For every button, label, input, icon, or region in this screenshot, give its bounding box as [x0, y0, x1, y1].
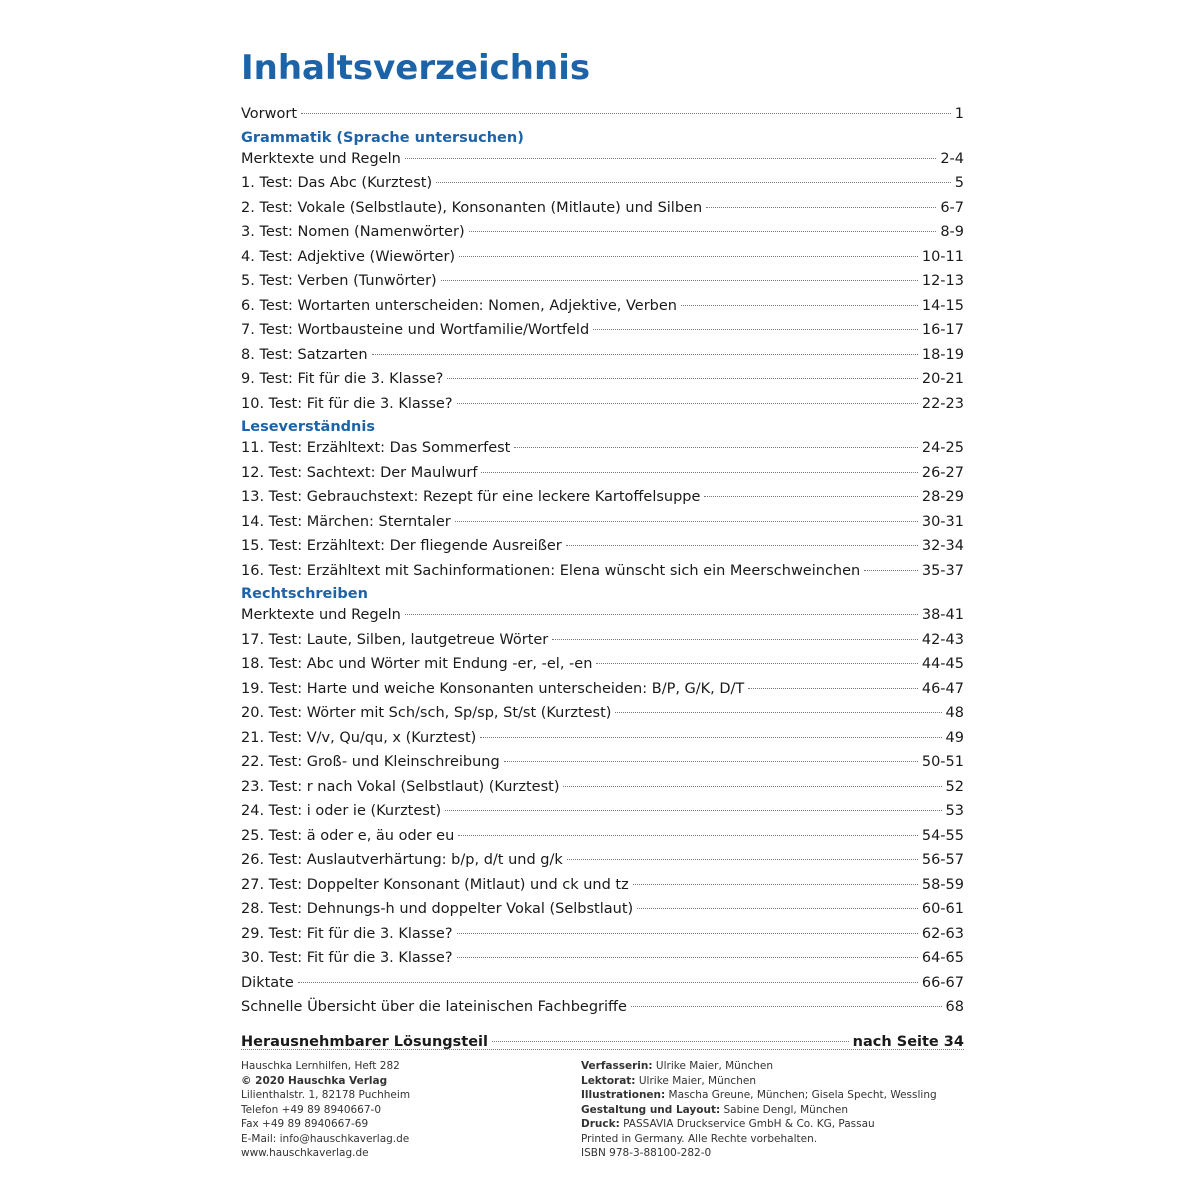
- toc-entry: [241, 436, 964, 461]
- leader-dots: [681, 305, 918, 306]
- leader-dots: [480, 737, 941, 738]
- imprint-credit-key: Gestaltung und Layout:: [581, 1103, 721, 1116]
- imprint-credit-value: PASSAVIA Druckservice GmbH & Co. KG, Passau: [619, 1118, 875, 1130]
- toc-entry-page: 49: [945, 729, 964, 746]
- toc-entry: [241, 245, 964, 270]
- leader-dots: [615, 712, 941, 713]
- toc-entry-page: nach Seite 34: [852, 1033, 964, 1050]
- imprint-credit-key: Lektorat:: [581, 1074, 636, 1087]
- leader-dots: [706, 207, 936, 208]
- leader-dots: [441, 280, 918, 281]
- leader-dots: [504, 761, 918, 762]
- toc-entry: [241, 102, 964, 127]
- imprint-credit-line: [581, 1103, 964, 1118]
- toc-entry-label: 6. Test: Wortarten unterscheiden: Nomen, Adjektive, Verben: [241, 297, 677, 314]
- toc-entry-page: 1: [954, 106, 964, 122]
- toc-entry: [241, 775, 964, 800]
- imprint: [241, 1049, 964, 1161]
- toc-entry-label: 22. Test: Groß- und Kleinschreibung: [241, 754, 500, 770]
- toc-entry-label: 30. Test: Fit für die 3. Klasse?: [241, 950, 453, 966]
- toc-entry-page: 26-27: [921, 464, 964, 481]
- leader-dots: [445, 810, 941, 811]
- toc-entry-label: 14. Test: Märchen: Sterntaler: [241, 513, 451, 530]
- toc-entry-page: 2-4: [940, 150, 964, 167]
- leader-dots: [566, 545, 918, 546]
- toc-entry: [241, 628, 964, 653]
- toc-entry-page: 35-37: [921, 562, 964, 579]
- toc-sections: [241, 129, 964, 1020]
- toc-entry: [241, 897, 964, 922]
- leader-dots: [481, 472, 917, 473]
- toc-entry: [241, 726, 964, 751]
- leader-dots: [436, 182, 951, 183]
- leader-dots: [704, 496, 917, 497]
- leader-dots: [447, 378, 918, 379]
- toc-entry: [241, 392, 964, 417]
- toc-entry: [241, 824, 964, 849]
- imprint-credit-value: Mascha Greune, München; Gisela Specht, Wessling: [665, 1089, 937, 1101]
- imprint-credit-value: Sabine Dengl, München: [720, 1103, 849, 1116]
- leader-dots: [596, 663, 917, 664]
- leader-dots: [563, 786, 941, 787]
- toc-entry-page: 12-13: [921, 273, 964, 289]
- toc-entry-page: 24-25: [921, 440, 964, 456]
- toc-entry-label: 11. Test: Erzähltext: Das Sommerfest: [241, 440, 511, 456]
- toc-entry-label: 4. Test: Adjektive (Wiewörter): [241, 248, 456, 265]
- imprint-line: E-Mail: info@hauschkaverlag.de: [241, 1132, 410, 1145]
- toc-entry: [241, 510, 964, 535]
- toc-entry-label: 7. Test: Wortbausteine und Wortfamilie/Wortfeld: [241, 322, 590, 338]
- toc-entry-page: 53: [945, 803, 964, 819]
- imprint-credit-value: Printed in Germany. Alle Rechte vorbehalten.: [581, 1132, 818, 1145]
- toc-entry-label: Schnelle Übersicht über die lateinischen Fachbegriffe: [241, 999, 627, 1015]
- toc-entry-label: 13. Test: Gebrauchstext: Rezept für eine leckere Kartoffelsuppe: [241, 489, 701, 505]
- leader-dots: [864, 570, 918, 571]
- toc-entry-label: Diktate: [241, 974, 294, 991]
- toc-entry-page: 44-45: [921, 656, 964, 672]
- toc-entry: [241, 269, 964, 294]
- leader-dots: [552, 639, 918, 640]
- toc-entry: [241, 922, 964, 947]
- toc-entry-page: 46-47: [921, 680, 964, 697]
- toc-intro: [241, 102, 964, 127]
- toc-entry: [241, 461, 964, 486]
- toc-entry-page: 54-55: [921, 827, 964, 844]
- imprint-credit-line: [581, 1074, 964, 1089]
- toc-entry-page: 14-15: [921, 297, 964, 314]
- imprint-credit-line: [581, 1146, 964, 1161]
- toc-entry-page: 8-9: [940, 224, 964, 240]
- imprint-line: © 2020 Hauschka Verlag: [241, 1074, 388, 1087]
- leader-dots: [514, 447, 918, 448]
- leader-dots: [455, 521, 918, 522]
- toc-entry-page: 6-7: [940, 199, 964, 216]
- leader-dots: [631, 1006, 942, 1007]
- imprint-credit-line: [581, 1132, 964, 1147]
- toc-entry-page: 22-23: [921, 395, 964, 412]
- toc-entry-label: 26. Test: Auslautverhärtung: b/p, d/t und g/k: [241, 852, 563, 868]
- toc-entry-label: 29. Test: Fit für die 3. Klasse?: [241, 925, 453, 942]
- toc-entry: [241, 971, 964, 996]
- imprint-credit-value: ISBN 978-3-88100-282-0: [581, 1147, 712, 1159]
- imprint-credit-value: Ulrike Maier, München: [652, 1060, 774, 1072]
- imprint-line: Fax +49 89 8940667-69: [241, 1118, 369, 1130]
- toc-entry: [241, 559, 964, 584]
- toc-entry: [241, 946, 964, 971]
- toc-entry-page: 56-57: [921, 852, 964, 868]
- toc-entry-label: 25. Test: ä oder e, äu oder eu: [241, 827, 455, 844]
- imprint-line: Hauschka Lernhilfen, Heft 282: [241, 1060, 400, 1072]
- toc-entry-label: 8. Test: Satzarten: [241, 346, 368, 363]
- toc-entry-label: 23. Test: r nach Vokal (Selbstlaut) (Kurztest): [241, 778, 560, 795]
- toc-entry-label: 20. Test: Wörter mit Sch/sch, Sp/sp, St/st (Kurztest): [241, 705, 612, 721]
- imprint-line: Telefon +49 89 8940667-0: [241, 1103, 382, 1116]
- toc-entry-page: 32-34: [921, 538, 964, 554]
- toc-entry: [241, 485, 964, 510]
- toc-entry-page: 18-19: [921, 346, 964, 363]
- leader-dots: [633, 884, 918, 885]
- leader-dots: [748, 688, 918, 689]
- leader-dots: [458, 835, 918, 836]
- imprint-credit-key: Illustrationen:: [581, 1089, 666, 1101]
- toc-entry: [241, 677, 964, 702]
- imprint-credit-line: [581, 1117, 964, 1132]
- page-title: Inhaltsverzeichnis: [241, 48, 591, 88]
- toc-entry: [241, 171, 964, 196]
- toc-entry: [241, 603, 964, 628]
- spacer: [241, 1020, 964, 1030]
- toc-entry-label: 27. Test: Doppelter Konsonant (Mitlaut) und ck und tz: [241, 876, 629, 893]
- toc-entry-label: Merktexte und Regeln: [241, 150, 401, 167]
- leader-dots: [492, 1041, 849, 1042]
- toc-entry-label: 3. Test: Nomen (Namenwörter): [241, 224, 465, 240]
- imprint-credit-key: Verfasserin:: [581, 1060, 653, 1072]
- toc-entry-page: 42-43: [921, 631, 964, 648]
- toc-entry-page: 66-67: [921, 974, 964, 991]
- toc-entry-label: 1. Test: Das Abc (Kurztest): [241, 175, 433, 191]
- section-heading: Leseverständnis: [241, 419, 375, 435]
- toc-entry-label: 18. Test: Abc und Wörter mit Endung -er, -el, -en: [241, 656, 593, 672]
- imprint-credits: [581, 1059, 964, 1161]
- toc-entry: [241, 848, 964, 873]
- toc-entry-page: 30-31: [921, 513, 964, 530]
- leader-dots: [457, 957, 918, 958]
- toc-entry-page: 68: [945, 999, 964, 1015]
- imprint-line: www.hauschkaverlag.de: [241, 1147, 369, 1159]
- toc-entry: [241, 750, 964, 775]
- toc-entry: [241, 367, 964, 392]
- toc-entry-label: 10. Test: Fit für die 3. Klasse?: [241, 395, 453, 412]
- toc-entry-page: 60-61: [921, 901, 964, 917]
- toc-entry: [241, 343, 964, 368]
- toc-entry-label: 15. Test: Erzähltext: Der fliegende Ausreißer: [241, 538, 562, 554]
- toc-entry-page: 62-63: [921, 925, 964, 942]
- toc-entry-label: 5. Test: Verben (Tunwörter): [241, 273, 437, 289]
- toc-entry-label: Herausnehmbarer Lösungsteil: [241, 1033, 488, 1050]
- toc-entry: [241, 701, 964, 726]
- toc-entry-page: 20-21: [921, 371, 964, 387]
- imprint-credit-line: [581, 1059, 964, 1074]
- leader-dots: [637, 908, 918, 909]
- toc-entry-label: 16. Test: Erzähltext mit Sachinformationen: Elena wünscht sich ein Meerschweinchen: [241, 562, 861, 579]
- toc-entry: [241, 652, 964, 677]
- leader-dots: [372, 354, 918, 355]
- toc-entry: [241, 873, 964, 898]
- toc-entry-label: 2. Test: Vokale (Selbstlaute), Konsonanten (Mitlaute) und Silben: [241, 199, 703, 216]
- toc-page: [241, 40, 964, 1054]
- toc-entry-label: Vorwort: [241, 106, 298, 122]
- imprint-line: Lilienthalstr. 1, 82178 Puchheim: [241, 1089, 411, 1101]
- toc-entry-page: 28-29: [921, 489, 964, 505]
- toc-entry: [241, 196, 964, 221]
- toc-entry-label: 12. Test: Sachtext: Der Maulwurf: [241, 464, 478, 481]
- leader-dots: [593, 329, 918, 330]
- toc-entry-label: Merktexte und Regeln: [241, 607, 401, 623]
- imprint-publisher: [241, 1059, 581, 1161]
- leader-dots: [469, 231, 937, 232]
- toc-entry: [241, 147, 964, 172]
- toc-entry-label: 9. Test: Fit für die 3. Klasse?: [241, 371, 444, 387]
- toc-entry-page: 16-17: [921, 322, 964, 338]
- toc-entry-page: 10-11: [921, 248, 964, 265]
- toc-entry-label: 19. Test: Harte und weiche Konsonanten unterscheiden: B/P, G/K, D/T: [241, 680, 745, 697]
- leader-dots: [405, 614, 918, 615]
- leader-dots: [301, 113, 951, 114]
- leader-dots: [457, 403, 918, 404]
- toc-entry-page: 38-41: [921, 607, 964, 623]
- toc-entry: [241, 220, 964, 245]
- toc-entry: [241, 995, 964, 1020]
- toc-entry-page: 64-65: [921, 950, 964, 966]
- leader-dots: [567, 859, 918, 860]
- toc-entry: [241, 294, 964, 319]
- toc-entry-label: 24. Test: i oder ie (Kurztest): [241, 803, 442, 819]
- toc-entry-page: 5: [954, 175, 964, 191]
- toc-entry-page: 50-51: [921, 754, 964, 770]
- imprint-credit-line: [581, 1088, 964, 1103]
- imprint-credit-value: Ulrike Maier, München: [635, 1074, 756, 1087]
- leader-dots: [459, 256, 918, 257]
- toc-entry-label: 17. Test: Laute, Silben, lautgetreue Wörter: [241, 631, 549, 648]
- leader-dots: [457, 933, 918, 934]
- leader-dots: [405, 158, 936, 159]
- toc-entry-page: 52: [945, 778, 964, 795]
- toc-entry-label: 28. Test: Dehnungs-h und doppelter Vokal (Selbstlaut): [241, 901, 634, 917]
- toc-entry-page: 58-59: [921, 876, 964, 893]
- section-heading: Grammatik (Sprache untersuchen): [241, 129, 524, 146]
- toc-entry: [241, 318, 964, 343]
- toc-entry-label: 21. Test: V/v, Qu/qu, x (Kurztest): [241, 729, 477, 746]
- section-heading: Rechtschreiben: [241, 586, 368, 602]
- toc-entry-page: 48: [945, 705, 964, 721]
- toc-entry: [241, 534, 964, 559]
- imprint-credit-key: Druck:: [581, 1118, 620, 1130]
- leader-dots: [298, 982, 918, 983]
- toc-entry: [241, 799, 964, 824]
